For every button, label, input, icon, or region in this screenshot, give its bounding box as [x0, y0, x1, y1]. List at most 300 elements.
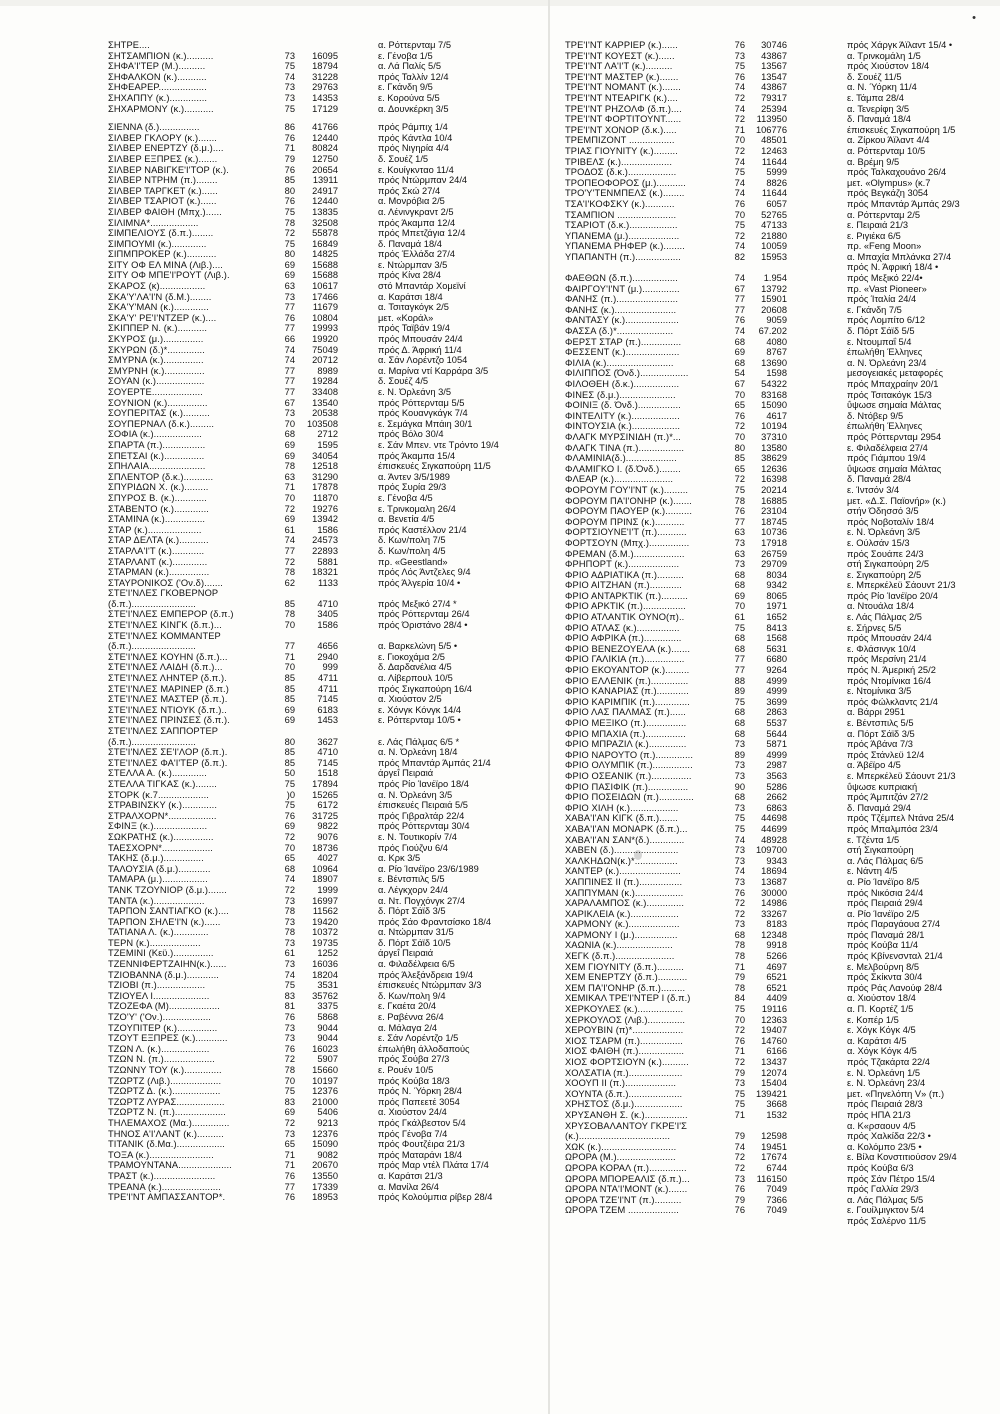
ship-year: 63	[284, 281, 295, 292]
ship-year: 78	[734, 940, 745, 951]
ship-ton: 9044	[317, 1022, 338, 1033]
ship-ton: 17129	[312, 103, 338, 114]
ship-ton: 4710	[317, 747, 338, 758]
ship-entry	[565, 1205, 995, 1216]
ship-name: ΦΑΕΘΩΝ (δ.π.).................	[565, 273, 678, 284]
ship-entry	[565, 1142, 995, 1153]
ship-name: ΦΙΝΤΟΥΣΙΑ (κ.)..................	[565, 421, 681, 432]
ship-entry	[565, 1036, 995, 1047]
ship-year: 76	[284, 1192, 295, 1203]
ship-note: ε. Κοπέρ 1/5	[847, 1014, 899, 1025]
ship-entry	[108, 874, 538, 885]
ship-note: ε. Κορούνα 5/5	[378, 92, 440, 103]
ship-note: δ. Σουέζ 4/5	[378, 376, 429, 387]
ship-entry	[565, 940, 995, 951]
ship-entry	[108, 620, 538, 631]
ship-year: 79	[284, 153, 295, 164]
ship-year: 71	[734, 124, 745, 135]
ship-name: ΤΖΩΡΤΖ Ν. (π.)...................	[108, 1107, 226, 1118]
ship-ton: 4656	[317, 641, 338, 652]
ship-year: 73	[734, 739, 745, 750]
ship-ton: 6521	[766, 972, 787, 983]
ship-ton: 18794	[312, 61, 338, 72]
ship-entry	[108, 1086, 538, 1097]
ship-ton: 17918	[761, 537, 787, 548]
ship-name: ΣΤΕ'Ι'ΝΛΕΣ ΓΚΟΒΕΡΝΟΡ	[108, 588, 219, 599]
ship-name: ΤΑΚΗΣ (δ.μ.)...............	[108, 853, 204, 864]
ship-ton: 15953	[761, 251, 787, 262]
ship-year: 72	[734, 898, 745, 909]
ship-entry	[108, 1150, 538, 1161]
ship-note: ε. Πειραιά 21/3	[847, 220, 909, 231]
ship-note: πρός Μεξικό 27/4 *	[378, 598, 457, 609]
ship-ton: 1971	[766, 601, 787, 612]
ship-ton: 1453	[317, 715, 338, 726]
ship-note: ε. Ρόττερνταμ 10/5 •	[378, 715, 461, 726]
ship-entry	[565, 273, 995, 284]
ship-name: ΩΡΟΡΑ ΝΤΑ'Ι'ΜΟΝΤ (κ.).......	[565, 1184, 688, 1195]
ship-note: α. Λέγκχορν 24/4	[378, 884, 449, 895]
ship-year: 85	[284, 747, 295, 758]
ship-note: δ. Σουέζ 11/5	[847, 71, 902, 82]
ship-entry	[565, 485, 995, 496]
ship-note: α. Ρίο Ίανέϊρο 2/5	[847, 908, 920, 919]
ship-ton: 12518	[312, 461, 338, 472]
ship-ton: 3699	[766, 696, 787, 707]
ship-entry	[108, 525, 538, 536]
ship-entry	[108, 705, 538, 716]
ship-ton: 12598	[761, 1131, 787, 1142]
ship-note: ε. Γουίλμιγκτον 5/4	[847, 1205, 924, 1216]
ship-year: 63	[284, 471, 295, 482]
ship-note: ε. Τρινκομαλη 26/4	[378, 503, 456, 514]
ship-note: πρός Λομπίτο 6/12	[847, 315, 926, 326]
ship-ton: 1133	[318, 577, 338, 588]
ship-entry	[565, 400, 995, 411]
ship-ton: 8183	[766, 919, 787, 930]
ship-ton: 48501	[761, 135, 787, 146]
ship-entry	[565, 284, 995, 295]
ship-year: 75	[734, 813, 745, 824]
ship-ton: 19735	[312, 937, 338, 948]
ship-name: ΣΤΕ'Ι'ΝΛΕΣ ΛΗΝΤΕΡ (δ.π.).	[108, 673, 227, 684]
ship-name: ΣΤΕ'Ι'ΝΛΕΣ ΚΙΝΓΚ (δ.π.)...	[108, 620, 222, 631]
ship-entry	[108, 408, 538, 419]
ship-note: ε. Ρουέν 10/5	[378, 1065, 434, 1075]
ship-note: ε. Ραβέννα 26/4	[378, 1012, 444, 1023]
ship-entry	[565, 750, 995, 761]
ship-name: ΥΠΑΝΕΜΑ ΡΗΦΕΡ (κ.)........	[565, 241, 685, 252]
ship-note: ε. Ίντσόν 3/4	[847, 484, 900, 495]
ship-entry	[108, 175, 538, 186]
ship-ton: 7145	[317, 757, 338, 768]
ship-ton: 5868	[317, 1012, 338, 1023]
ship-year: 68	[734, 707, 745, 718]
ship-ton: 8065	[766, 590, 787, 601]
ship-name: ΤΑΛΟΥΣΙΑ (δ.μ.)............	[108, 863, 211, 874]
ship-entry	[565, 1216, 995, 1227]
ship-note: ε. Χόγκ Κόγκ 4/5	[847, 1025, 916, 1036]
ship-note: α. Ρόττερνταμ 2/5	[847, 209, 920, 220]
ship-year: 69	[284, 514, 295, 525]
ship-entry	[108, 970, 538, 981]
ship-entry	[565, 570, 995, 581]
ship-ton: 19284	[312, 376, 338, 387]
ship-entry	[108, 302, 538, 313]
ship-name: ΥΠΑΝΕΜΑ (μ.)...................	[565, 230, 680, 241]
ship-name: ΤΖΟ'Υ' ('Ον.)..................	[108, 1012, 211, 1023]
ship-note: έπωλήθη Έλληνες	[847, 347, 923, 358]
ship-note: α. Καράτσι 21/3	[378, 1170, 443, 1181]
ship-note: ΰψωσε σημαία Μάλτας	[847, 400, 942, 411]
ship-year: 80	[734, 442, 745, 453]
ship-year: 72	[734, 1162, 745, 1173]
ship-year: 78	[284, 217, 295, 228]
ship-note: πρός Κάντλα 10/4	[378, 132, 453, 143]
ship-ton: 9044	[317, 1033, 338, 1044]
ship-note: πρός Μπουσάν 24/4	[847, 633, 932, 644]
ship-entry	[108, 1192, 538, 1203]
ship-note: α. Χόγκ Κόγκ 4/5	[847, 1046, 917, 1057]
ship-name: ΦΡΙΟ ΜΠΑΧΙΑ (π.)...............	[565, 728, 686, 739]
ship-note: ε. Ν. Όρλεάνη 23/4	[847, 1078, 926, 1089]
ship-entry	[108, 313, 538, 324]
ship-year: 68	[734, 718, 745, 728]
ship-year: 72	[284, 884, 295, 895]
ship-year: 70	[734, 431, 745, 442]
ship-entry	[108, 82, 538, 93]
ship-entry	[565, 898, 995, 909]
ship-note: στή Σιγκαπούρη 2/5	[847, 559, 930, 570]
ship-year: 72	[734, 421, 745, 432]
ship-name: ΣΠΑΡΤΑ (π.)................	[108, 439, 206, 450]
ship-note: ΰψωσε σημαία Μάλτας	[847, 463, 942, 474]
ship-note: α. Μαρίνα ντί Καρράρα 3/5	[378, 365, 489, 376]
ship-name: ΣΚΑΡΟΣ (κ).................	[108, 281, 206, 292]
ship-note: πρός Χαλκίδα 22/3 •	[847, 1131, 931, 1142]
ship-name: ΣΤΑΡ (κ.)....................	[108, 524, 202, 535]
ship-note: α. Ρόττερνταμ 7/5	[378, 40, 451, 50]
ship-year: 70	[734, 1014, 745, 1025]
ship-entry	[108, 885, 538, 896]
ship-name: ΣΙΛΒΕΡ ΝΤΡΗΜ (π.)........	[108, 175, 218, 186]
ship-ton: 1518	[317, 768, 338, 779]
ship-entry	[565, 888, 995, 899]
ship-year: 89	[734, 686, 745, 697]
ship-ton: 4999	[766, 686, 787, 697]
ship-name: ΤΖΕΜΙΝΙ (Κεϋ.)...............	[108, 948, 214, 959]
ship-ton: 11644	[761, 188, 787, 199]
ship-note: πρός Άκαμπα 15/4	[378, 450, 456, 461]
ship-name: ΤΖΟΥΠΙΤΕΡ (κ.)...............	[108, 1022, 218, 1033]
ship-note: πρός Σουάπε 24/3	[847, 548, 924, 559]
ship-note: πρός Ταλκαχουάνο 26/4	[847, 167, 947, 178]
ship-entry	[565, 262, 995, 273]
ship-ton: 8767	[766, 347, 787, 358]
ship-entry	[565, 474, 995, 485]
ship-name: ΣΗΧΑΠΠΥ (κ.)..............	[108, 92, 208, 103]
ship-ton: 16398	[761, 474, 787, 485]
ship-year: 65	[284, 1139, 295, 1150]
ship-entry	[565, 379, 995, 390]
ship-note: πρ. «Feng Moon»	[847, 241, 922, 252]
ship-year: 71	[284, 1149, 295, 1160]
ship-name: ΣΙΛΒΕΡ ΓΚΛΟΡΥ (κ.).......	[108, 132, 217, 143]
ship-ton: 4711	[318, 673, 338, 684]
ship-ton: 80824	[312, 143, 338, 154]
ship-year: 70	[284, 492, 295, 503]
ship-entry	[565, 1184, 995, 1195]
ship-note: α. Κολόμπο 23/5 •	[847, 1141, 922, 1152]
ship-name: ΣΤΡΑΛΧΟΡΝ*..................	[108, 810, 217, 821]
ship-ton: 32508	[312, 217, 338, 228]
ship-note: στή Σιγκαπούρη	[847, 845, 914, 856]
ship-entry	[108, 482, 538, 493]
ship-entry	[108, 61, 538, 72]
ship-entry	[108, 260, 538, 271]
ship-ton: 23104	[761, 506, 787, 517]
ship-ton: 3563	[766, 770, 787, 781]
ship-year: 77	[284, 323, 295, 334]
ship-note: α. Ρίο Ίανέϊρο 8/5	[847, 876, 920, 887]
ship-year: 76	[284, 164, 295, 175]
ship-name: ΣΟΥΝΙΟΝ (κ.)...............	[108, 397, 208, 408]
ship-year: 75	[734, 823, 745, 834]
ship-ton: 18745	[761, 516, 787, 527]
ship-ton: 11644	[761, 156, 787, 167]
ship-entry	[108, 249, 538, 260]
ship-year: 69	[284, 715, 295, 726]
ship-ton: 15901	[761, 294, 787, 305]
ship-ton: 24573	[312, 535, 338, 546]
ship-note: πρός Μερσίνη 21/4	[847, 654, 927, 665]
ship-note: έπισκευές Σιγκαπούρη 11/5	[378, 461, 491, 472]
ship-note: μετ. «Κοράλ»	[378, 312, 434, 323]
ship-note: πρός Ταλλίν 12/4	[378, 71, 449, 82]
ship-year: 77	[284, 641, 295, 652]
ship-entry	[565, 877, 995, 888]
ship-entry	[565, 315, 995, 326]
ship-ton: 38629	[761, 453, 787, 464]
ship-year: 85	[284, 683, 295, 694]
ship-name: (δ.π.)........................	[108, 598, 196, 609]
ship-name: ΣΤΑΥΡΟΝΙΚΟΣ ('Ον.δ).......	[108, 577, 223, 588]
ship-ton: 19276	[312, 503, 338, 514]
ship-entry	[108, 186, 538, 197]
ship-ton: 4409	[766, 993, 787, 1004]
ship-year: 75	[734, 696, 745, 707]
ship-ton: 139421	[755, 1088, 787, 1099]
ship-entry	[108, 557, 538, 568]
ship-ton: 15404	[761, 1078, 787, 1089]
ship-note: πρ. «Vast Pioneer»	[847, 283, 927, 294]
ship-note: α. Ν. Όρλεάνη 23/4	[847, 357, 927, 368]
ship-entry	[565, 983, 995, 994]
ship-name: ΤΑΕΣΧΟΡΝ*...................	[108, 842, 213, 853]
ship-note: ε. Σάν Λορέντζο 1/5	[378, 1033, 459, 1044]
ship-note: α. Χιούστον 2/5	[378, 694, 442, 705]
ship-name: ΤΡΕ'Ι'ΝΤ ΡΗΖΟΛΦ (δ.π.)....	[565, 103, 682, 114]
ship-note: α. Τενερίφη 3/5	[847, 103, 910, 114]
ship-note: πρός Άκαμπα 12/4	[378, 217, 456, 228]
ship-ton: 5631	[766, 643, 787, 654]
ship-name: ΦΡΙΟ ΕΛΛΕΝΙΚ (π.)..............	[565, 675, 689, 686]
ship-ton: 19116	[761, 1004, 787, 1015]
ship-year: 75	[284, 61, 295, 72]
ship-ton: 47133	[761, 220, 787, 231]
ship-name: ΦΟΡΟΥΜ ΓΟΥ'Ι'ΝΤ (κ.).........	[565, 484, 689, 495]
ship-year: 73	[734, 876, 745, 887]
ship-note: πρός Στάνλεϋ 12/4	[847, 749, 925, 760]
ship-year: 71	[284, 1160, 295, 1171]
ship-note: δ. Σουέζ 1/5	[378, 153, 429, 164]
ship-name: ΣΦΙΝΞ (κ.)....................	[108, 821, 208, 832]
ship-ton: 31725	[312, 810, 338, 821]
ship-ton: 13567	[761, 61, 787, 72]
ship-year: 71	[284, 651, 295, 662]
ship-note: στήν Όδησσό 3/5	[847, 506, 919, 517]
ship-ton: 9918	[766, 940, 787, 951]
ship-year: 73	[734, 845, 745, 856]
ship-name: ΣΠΥΡΟΣ Β. (κ.)............	[108, 492, 207, 503]
ship-entry	[108, 864, 538, 875]
ship-name: ΧΟΛΣΑΤΙΑ (π.)....................	[565, 1067, 683, 1078]
ship-entry	[108, 143, 538, 154]
ship-entry	[108, 122, 538, 133]
ship-entry	[565, 813, 995, 824]
ship-year: 85	[284, 598, 295, 609]
ship-year: 86	[284, 122, 295, 133]
ship-name: ΧΕΜ ΓΙΟΥΝΙΤΥ (δ.π.)..........	[565, 961, 684, 972]
ship-name: ΧΑΡΜΟΝΥ Ι (μ.)................	[565, 929, 678, 940]
ship-name: ΤΡΑΣΤ (κ.).......................	[108, 1170, 216, 1181]
ship-entry	[565, 856, 995, 867]
ship-name: ΦΡΙΟ ΠΟΣΕΙΔΩΝ (π.).............	[565, 792, 694, 803]
ship-note: ε. Βέντσπιλς 5/5	[378, 874, 445, 885]
ship-name: ΣΤΟΡΚ (κ.7...................	[108, 789, 209, 800]
ship-year: 74	[734, 103, 745, 114]
ship-entry	[565, 390, 995, 401]
ship-name: ΣΟΥΑΝ (κ.)..................	[108, 376, 205, 387]
ship-ton: 54322	[761, 379, 787, 389]
ship-entry	[565, 665, 995, 676]
ship-note: α. Πόρτ Σάϊδ 3/5	[847, 728, 915, 739]
ship-ton: 1252	[317, 948, 338, 959]
ship-entry	[565, 549, 995, 560]
ship-entry	[565, 231, 995, 242]
ship-entry	[108, 72, 538, 83]
ship-year: 70	[734, 601, 745, 612]
ship-ton: 19407	[761, 1025, 787, 1036]
ship-note: α. Μάλαγα 2/4	[378, 1022, 438, 1033]
ship-entry	[108, 376, 538, 387]
ship-name: ΣΗΤΡΕ....	[108, 40, 150, 50]
ship-name: ΦΡΙΟ ΑΙΤΖΗΑΝ (π.)............	[565, 580, 682, 591]
ship-note: πρός Ρόττερνταμ 5/5	[378, 397, 465, 408]
ship-ton: 116150	[756, 1173, 787, 1184]
ship-name: ΣΤΑΡΛΑ'Ι'Τ (κ.)............	[108, 545, 205, 556]
ship-entry	[108, 1012, 538, 1023]
ship-name: ΣΤΕ'Ι'ΝΛΕΣ ΣΕ'Ι'ΛΟΡ (δ.π.).	[108, 747, 228, 758]
ship-ton: 10617	[312, 281, 338, 292]
ship-note: πρός Ράς Λανούφ 28/4	[847, 982, 943, 993]
ship-note: δ. Παναμά 29/4	[847, 802, 911, 813]
ship-note: ε. Σεμάγκα Μπάιη 30/1	[378, 418, 473, 429]
ship-name: ΣΙΛΒΕΡ ΝΑΒΙΓΚΕ'Ι'ΤΟΡ (κ.).	[108, 164, 229, 175]
corner-mark: •	[972, 12, 976, 24]
ship-name: ΣΙΛΙΜΝΑ*..................	[108, 217, 199, 228]
ship-entry	[565, 496, 995, 507]
ship-entry	[565, 644, 995, 655]
ship-year: 72	[284, 503, 295, 514]
ship-ton: 17466	[312, 291, 338, 302]
ship-ton: 9076	[317, 831, 338, 842]
ship-name: ΤΡΟ'Υ'ΤΕΝΜΠΕΛΣ (κ.)........	[565, 188, 685, 199]
ship-entry	[565, 421, 995, 432]
ship-year: 83	[284, 990, 295, 1001]
ship-note: ε. Γκάνδη 7/5	[847, 304, 902, 315]
ship-ton: 12376	[312, 1086, 338, 1097]
ship-entry	[108, 567, 538, 578]
ship-name: ΦΡΙΟ ΓΑΛΙΚΙΑ (π.)...............	[565, 654, 685, 665]
ship-entry	[108, 366, 538, 377]
ship-ton: 12348	[761, 929, 787, 940]
ship-name: ΣΙΜΠΟΥΜΙ (κ.).............	[108, 238, 207, 249]
ship-note: α. Καράτσι 4/5	[847, 1035, 907, 1046]
ship-ton: 11679	[312, 302, 338, 313]
ship-entry	[108, 800, 538, 811]
ship-note: πρός Άμπιτζάν 27/2	[847, 792, 929, 803]
ship-entry	[565, 591, 995, 602]
ship-year: 72	[284, 831, 295, 842]
ship-name: ΣΩΚΡΑΤΗΣ (κ.)...............	[108, 831, 214, 842]
ship-name: ΣΚΙΠΠΕΡ Ν. (κ.)...........	[108, 323, 208, 334]
ship-name: ΤΖΟΖΕΦΑ (Μ)...................	[108, 1001, 220, 1012]
ship-year: 73	[284, 895, 295, 906]
ship-entry	[565, 178, 995, 189]
ship-name: ΦΑΙΡΓΟΥ'Ι'ΝΤ (μ.)..............	[565, 283, 680, 294]
ship-entry	[108, 832, 538, 843]
ship-name: ΣΙΜΠΕΛΙΟΥΣ (δ.π.)........	[108, 228, 214, 239]
ship-name: ΤΡΕ'Ι'ΝΤ ΚΟΥΕΣΤ (κ.)......	[565, 50, 675, 61]
ship-entry	[108, 228, 538, 239]
ship-year: 79	[734, 1067, 745, 1078]
ship-note: πρός Ν. Άφρική 18/4 •	[847, 262, 939, 273]
ship-year: 76	[734, 40, 745, 50]
ship-note: πρός Γκάλβεστον 5/4	[378, 1117, 466, 1128]
ship-note: α. Ν. Όρλεάνη 3/5	[378, 789, 453, 800]
ship-note: πρός Ντομίνικα 16/4	[847, 675, 932, 686]
ship-year: 71	[284, 482, 295, 493]
ship-name: ΣΤΕ'Ι'ΝΛΕΣ ΚΟΥΗΝ (δ.π.)...	[108, 651, 228, 662]
ship-note: α. Ζίρκου Άϊλαντ 4/4	[847, 135, 930, 146]
ship-entry	[108, 1097, 538, 1108]
ship-name: ΧΑΒΕΝ (δ.)........................	[565, 845, 679, 856]
ship-year: 68	[284, 863, 295, 874]
ship-name: ΤΖΩΝ Ν. (π.)...................	[108, 1054, 215, 1065]
ship-note: πρός Έλλάδα 27/4	[378, 249, 455, 260]
ship-ton: 1586	[317, 620, 338, 631]
ship-year: 61	[284, 948, 295, 959]
ship-note: α. Ντουάλα 18/4	[847, 601, 914, 612]
ship-ton: 103508	[306, 418, 338, 429]
ship-ton: 18953	[312, 1192, 338, 1203]
ship-note: πρός Κούβα 18/3	[378, 1075, 450, 1086]
ship-entry	[108, 927, 538, 938]
ship-ton: 9264	[766, 665, 787, 676]
ship-ton: 9082	[317, 1149, 338, 1160]
ship-name: ΦΡΙΟ ΕΚΟΥΑΝΤΟΡ (κ.).........	[565, 665, 690, 676]
